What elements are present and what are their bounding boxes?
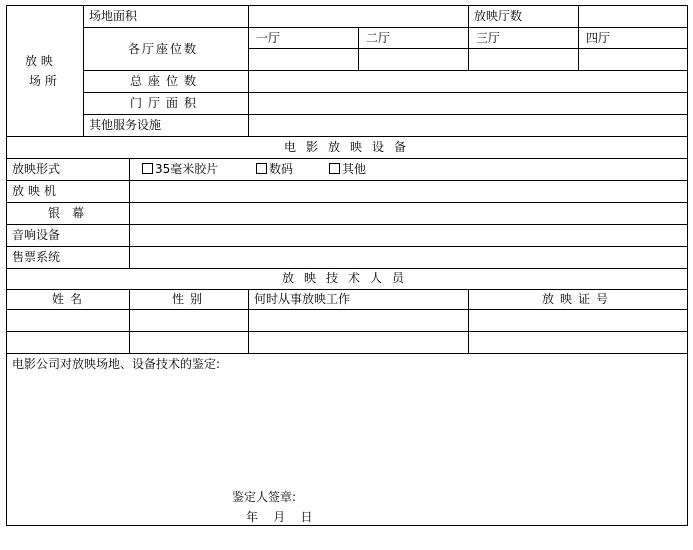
rule-staff-col2 [248, 289, 249, 354]
rule-screen-bottom [6, 224, 688, 225]
rule-audio-bottom [6, 246, 688, 247]
format-option-35mm-label: 35毫米胶片 [155, 162, 219, 176]
rule-staff-row1-bottom [6, 331, 688, 332]
rule-staff-col3 [468, 289, 469, 354]
hall-4-label: 四厅 [586, 31, 611, 45]
staff-col-gender: 性别 [172, 292, 209, 306]
staff-col-license: 放映证号 [542, 292, 615, 306]
projector-label: 放映机 [12, 184, 61, 198]
rule-hall2-left [358, 27, 359, 71]
rule-seats-bottom [83, 70, 688, 71]
format-option-other[interactable] [329, 162, 366, 176]
rule-hall4-left [578, 5, 579, 71]
rule-equip-label-right [129, 158, 130, 269]
hall-count-label: 放映厅数 [474, 9, 523, 23]
assessment-label: 电影公司对放映场地、设备技术的鉴定: [12, 357, 221, 371]
venue-section-label-line2: 场 所 [29, 74, 57, 88]
site-area-label: 场地面积 [89, 9, 138, 23]
rule-lobby-bottom [83, 114, 688, 115]
format-option-digital[interactable] [256, 162, 293, 176]
hall-count-value[interactable] [580, 7, 685, 25]
format-option-digital-label: 数码 [269, 162, 294, 176]
checkbox-other[interactable] [329, 163, 340, 174]
seat-per-hall-label: 各厅座位数 [128, 42, 199, 56]
other-facilities-label: 其他服务设施 [89, 118, 162, 132]
staff-col-name: 姓名 [52, 292, 89, 306]
lobby-area-label: 门厅面积 [130, 96, 203, 110]
staff-col-start: 何时从事放映工作 [254, 292, 351, 306]
rule-staff-title-bottom [6, 289, 688, 290]
hall-1-label: 一厅 [256, 31, 281, 45]
ticketing-label: 售票系统 [12, 250, 61, 264]
rule-ticketing-bottom [6, 268, 688, 269]
rule-staff-header-bottom [6, 309, 688, 310]
checkbox-35mm[interactable] [142, 163, 153, 174]
date-label: 年 月 日 [246, 510, 313, 524]
signature-label: 鉴定人签章: [232, 490, 297, 504]
rule-total-seats-bottom [83, 92, 688, 93]
format-label: 放映形式 [12, 162, 61, 176]
rule-site-area-bottom [83, 27, 688, 28]
rule-staff-row2-bottom [6, 353, 688, 354]
rule-hall-count-left [468, 5, 469, 71]
border-top [6, 5, 688, 6]
checkbox-digital[interactable] [256, 163, 267, 174]
total-seats-label: 总座位数 [130, 74, 203, 88]
rule-staff-col1 [129, 289, 130, 354]
rule-equip-title-bottom [6, 158, 688, 159]
format-option-other-label: 其他 [342, 162, 367, 176]
border-right [687, 5, 688, 526]
hall-2-label: 二厅 [366, 31, 391, 45]
rule-venue-label-right [83, 5, 84, 137]
screen-label: 银幕 [48, 206, 97, 220]
rule-venue-bottom [6, 136, 688, 137]
audio-label: 音响设备 [12, 228, 61, 242]
border-left [6, 5, 7, 526]
staff-section-title: 放映技术人员 [282, 271, 415, 285]
format-option-35mm[interactable] [142, 162, 218, 176]
rule-projector-bottom [6, 202, 688, 203]
site-area-value[interactable] [250, 7, 466, 25]
rule-venue-value-left [248, 5, 249, 137]
rule-format-bottom [6, 180, 688, 181]
equipment-section-title: 电影放映设备 [284, 140, 417, 154]
hall-3-label: 三厅 [476, 31, 501, 45]
venue-section-label-line1: 放 映 [25, 54, 53, 68]
border-bottom [6, 525, 688, 526]
